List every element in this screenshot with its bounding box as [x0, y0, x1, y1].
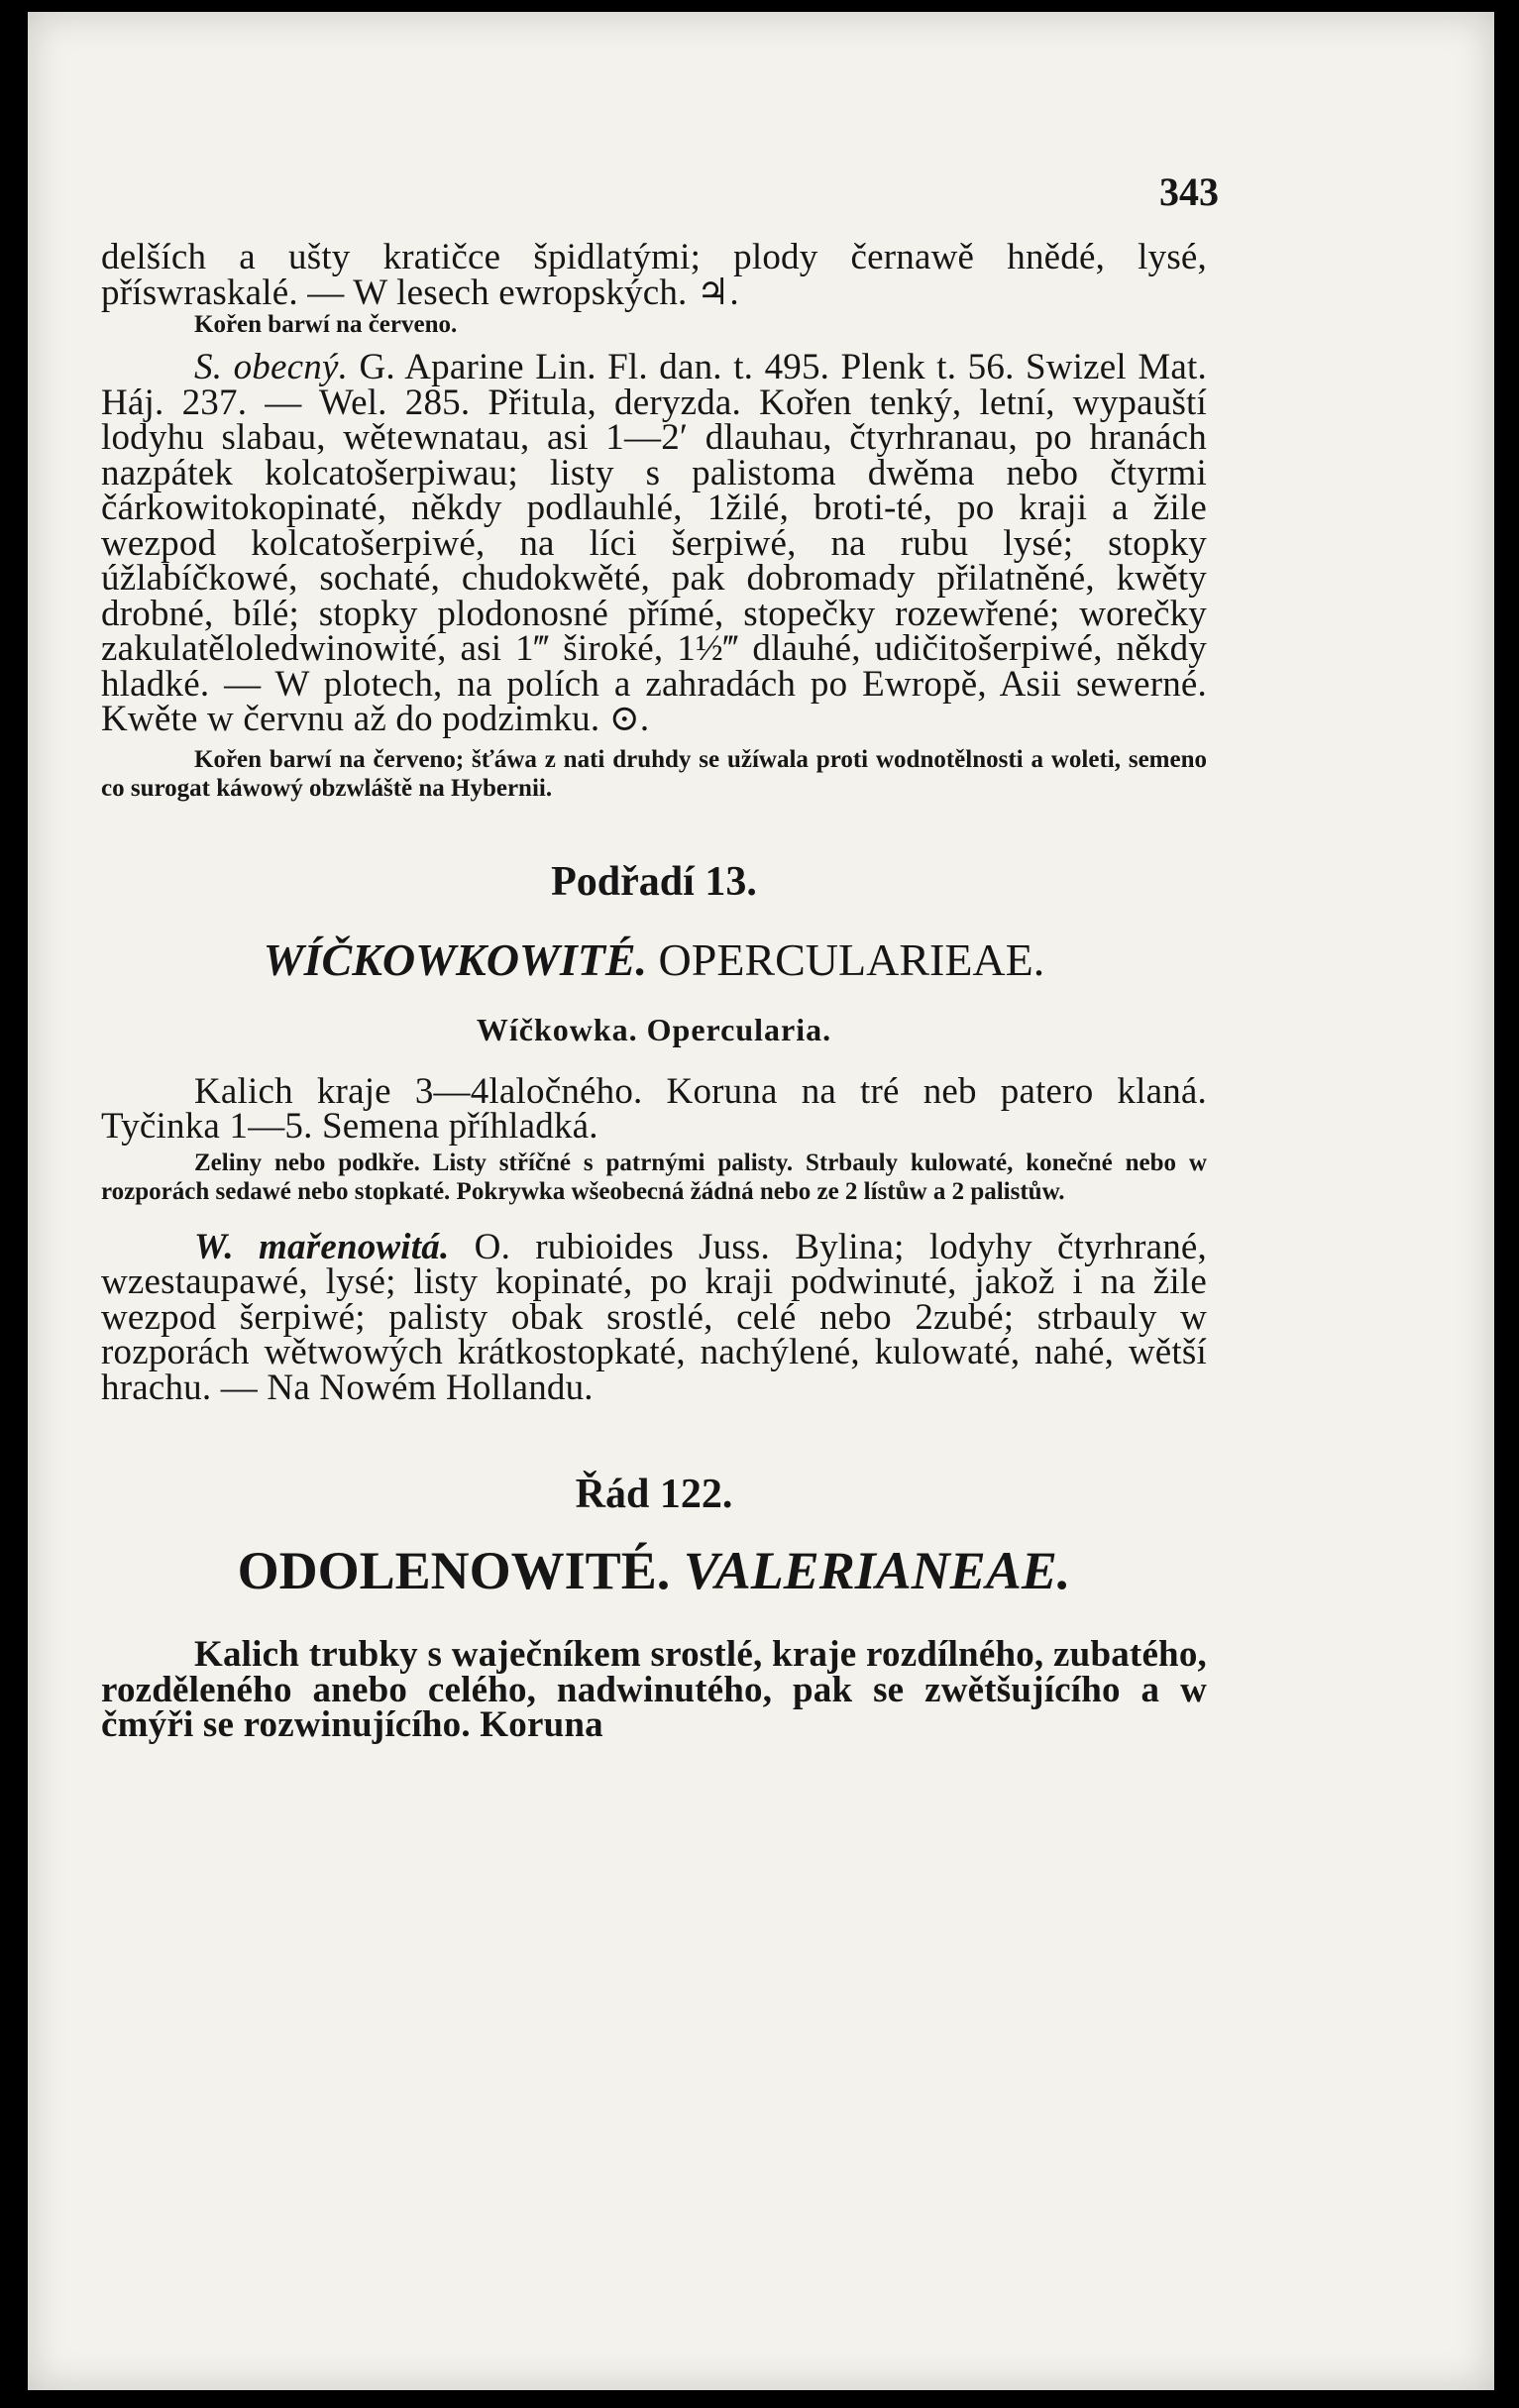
genus-czech-name: Wíčkowka.	[476, 1011, 638, 1047]
order-heading: Řád 122.	[575, 1472, 733, 1517]
species-galium-aparine	[101, 347, 1207, 739]
family-latin-name: OPERCULARIEAE.	[658, 933, 1045, 985]
note-uses: Kořen barwí na červeno; šťáwa z nati druhdy se užíwala proti wodnotělnosti a woleti, semeno co surogat káwowý obzwláště na Hybernii.	[101, 745, 1207, 802]
family-description: Kalich trubky s waječníkem srostlé, kraje rozdílného, zubatého, rozděleného anebo celého, nadwinutého, pak se zwětšujícího a w čmýři se rozwinujícího. Koruna	[101, 1634, 1207, 1745]
species-name: S. obecný.	[194, 347, 349, 387]
genus-heading-opercularia	[101, 1012, 1207, 1048]
book-page	[28, 12, 1494, 2390]
note-genus-characters: Zeliny nebo podkře. Listy stříčné s patrnými palisty. Strbauly kulowaté, konečné nebo w rozporách sedawé nebo stopkaté. Pokrywka wšeobecná žádná nebo ze 2 lístůw a 2 palistůw.	[101, 1149, 1207, 1205]
species-opercularia-rubioides	[101, 1226, 1207, 1408]
page-number: 343	[1159, 169, 1219, 214]
family-heading-valerianeae	[101, 1540, 1207, 1601]
suborder-heading: Podřadí 13.	[551, 858, 757, 905]
family-heading-opercularieae	[101, 933, 1207, 986]
family-czech-name: WÍČKOWKOWITÉ.	[263, 933, 648, 985]
species-description: G. Aparine Lin. Fl. dan. t. 495. Plenk t. 56. Swizel Mat. Háj. 237. — Wel. 285. Přitula, deryzda. Kořen tenký, letní, wypauští lodyhu slabau, wětewnatau, asi 1—2′ dlauhau, čtyrhranau, po hranách nazpátek kolcatošerpiwau; listy s palistoma dwěma nebo čtyrmi čárkowitokopinaté, někdy podlauhlé, 1žilé, broti-té, po kraji a žile wezpod kolcatošerpiwé, na líci šerpiwé, na rubu lysé; stopky úžlabíčkowé, sochaté, chudokwěté, pak dobromady přilatněné, kwěty drobné, bílé; stopky plodonosné přímé, stopečky rozewřené; worečky zakulatěloledwinowité, asi 1‴ široké, 1½‴ dlauhé, udičitošerpiwé, někdy hladké. — W plotech, na polích a zahradách po Ewropě, Asii sewerné. Kwěte w červnu až do podzimku. ⊙.	[101, 347, 1207, 739]
family-czech-name: ODOLENOWITÉ.	[237, 1541, 671, 1600]
genus-latin-name: Opercularia.	[646, 1011, 832, 1047]
note-root-dye: Kořen barwí na červeno.	[194, 311, 458, 338]
paragraph-continuation: delších a ušty kratičce špidlatými; plody černawě hnědé, lysé, příswraskalé. — W lesech ewropských. ♃.	[101, 237, 1207, 313]
genus-description: Kalich kraje 3—4laločného. Koruna na tré neb patero klaná. Tyčinka 1—5. Semena příhladká.	[101, 1070, 1207, 1147]
species-name: W. mařenowitá.	[194, 1226, 450, 1267]
family-latin-name: VALERIANEAE.	[683, 1541, 1071, 1600]
species-description: O. rubioides Juss. Bylina; lodyhy čtyrhrané, wzestaupawé, lysé; listy kopinaté, po kraji podwinuté, jakož i na žile wezpod šerpiwé; palisty obak srostlé, celé nebo 2zubé; strbauly w rozporách wětwowých krátkostopkaté, nachýlené, kulowaté, nahé, wětší hrachu. — Na Nowém Hollandu.	[101, 1226, 1207, 1408]
page-body	[101, 237, 1207, 1745]
